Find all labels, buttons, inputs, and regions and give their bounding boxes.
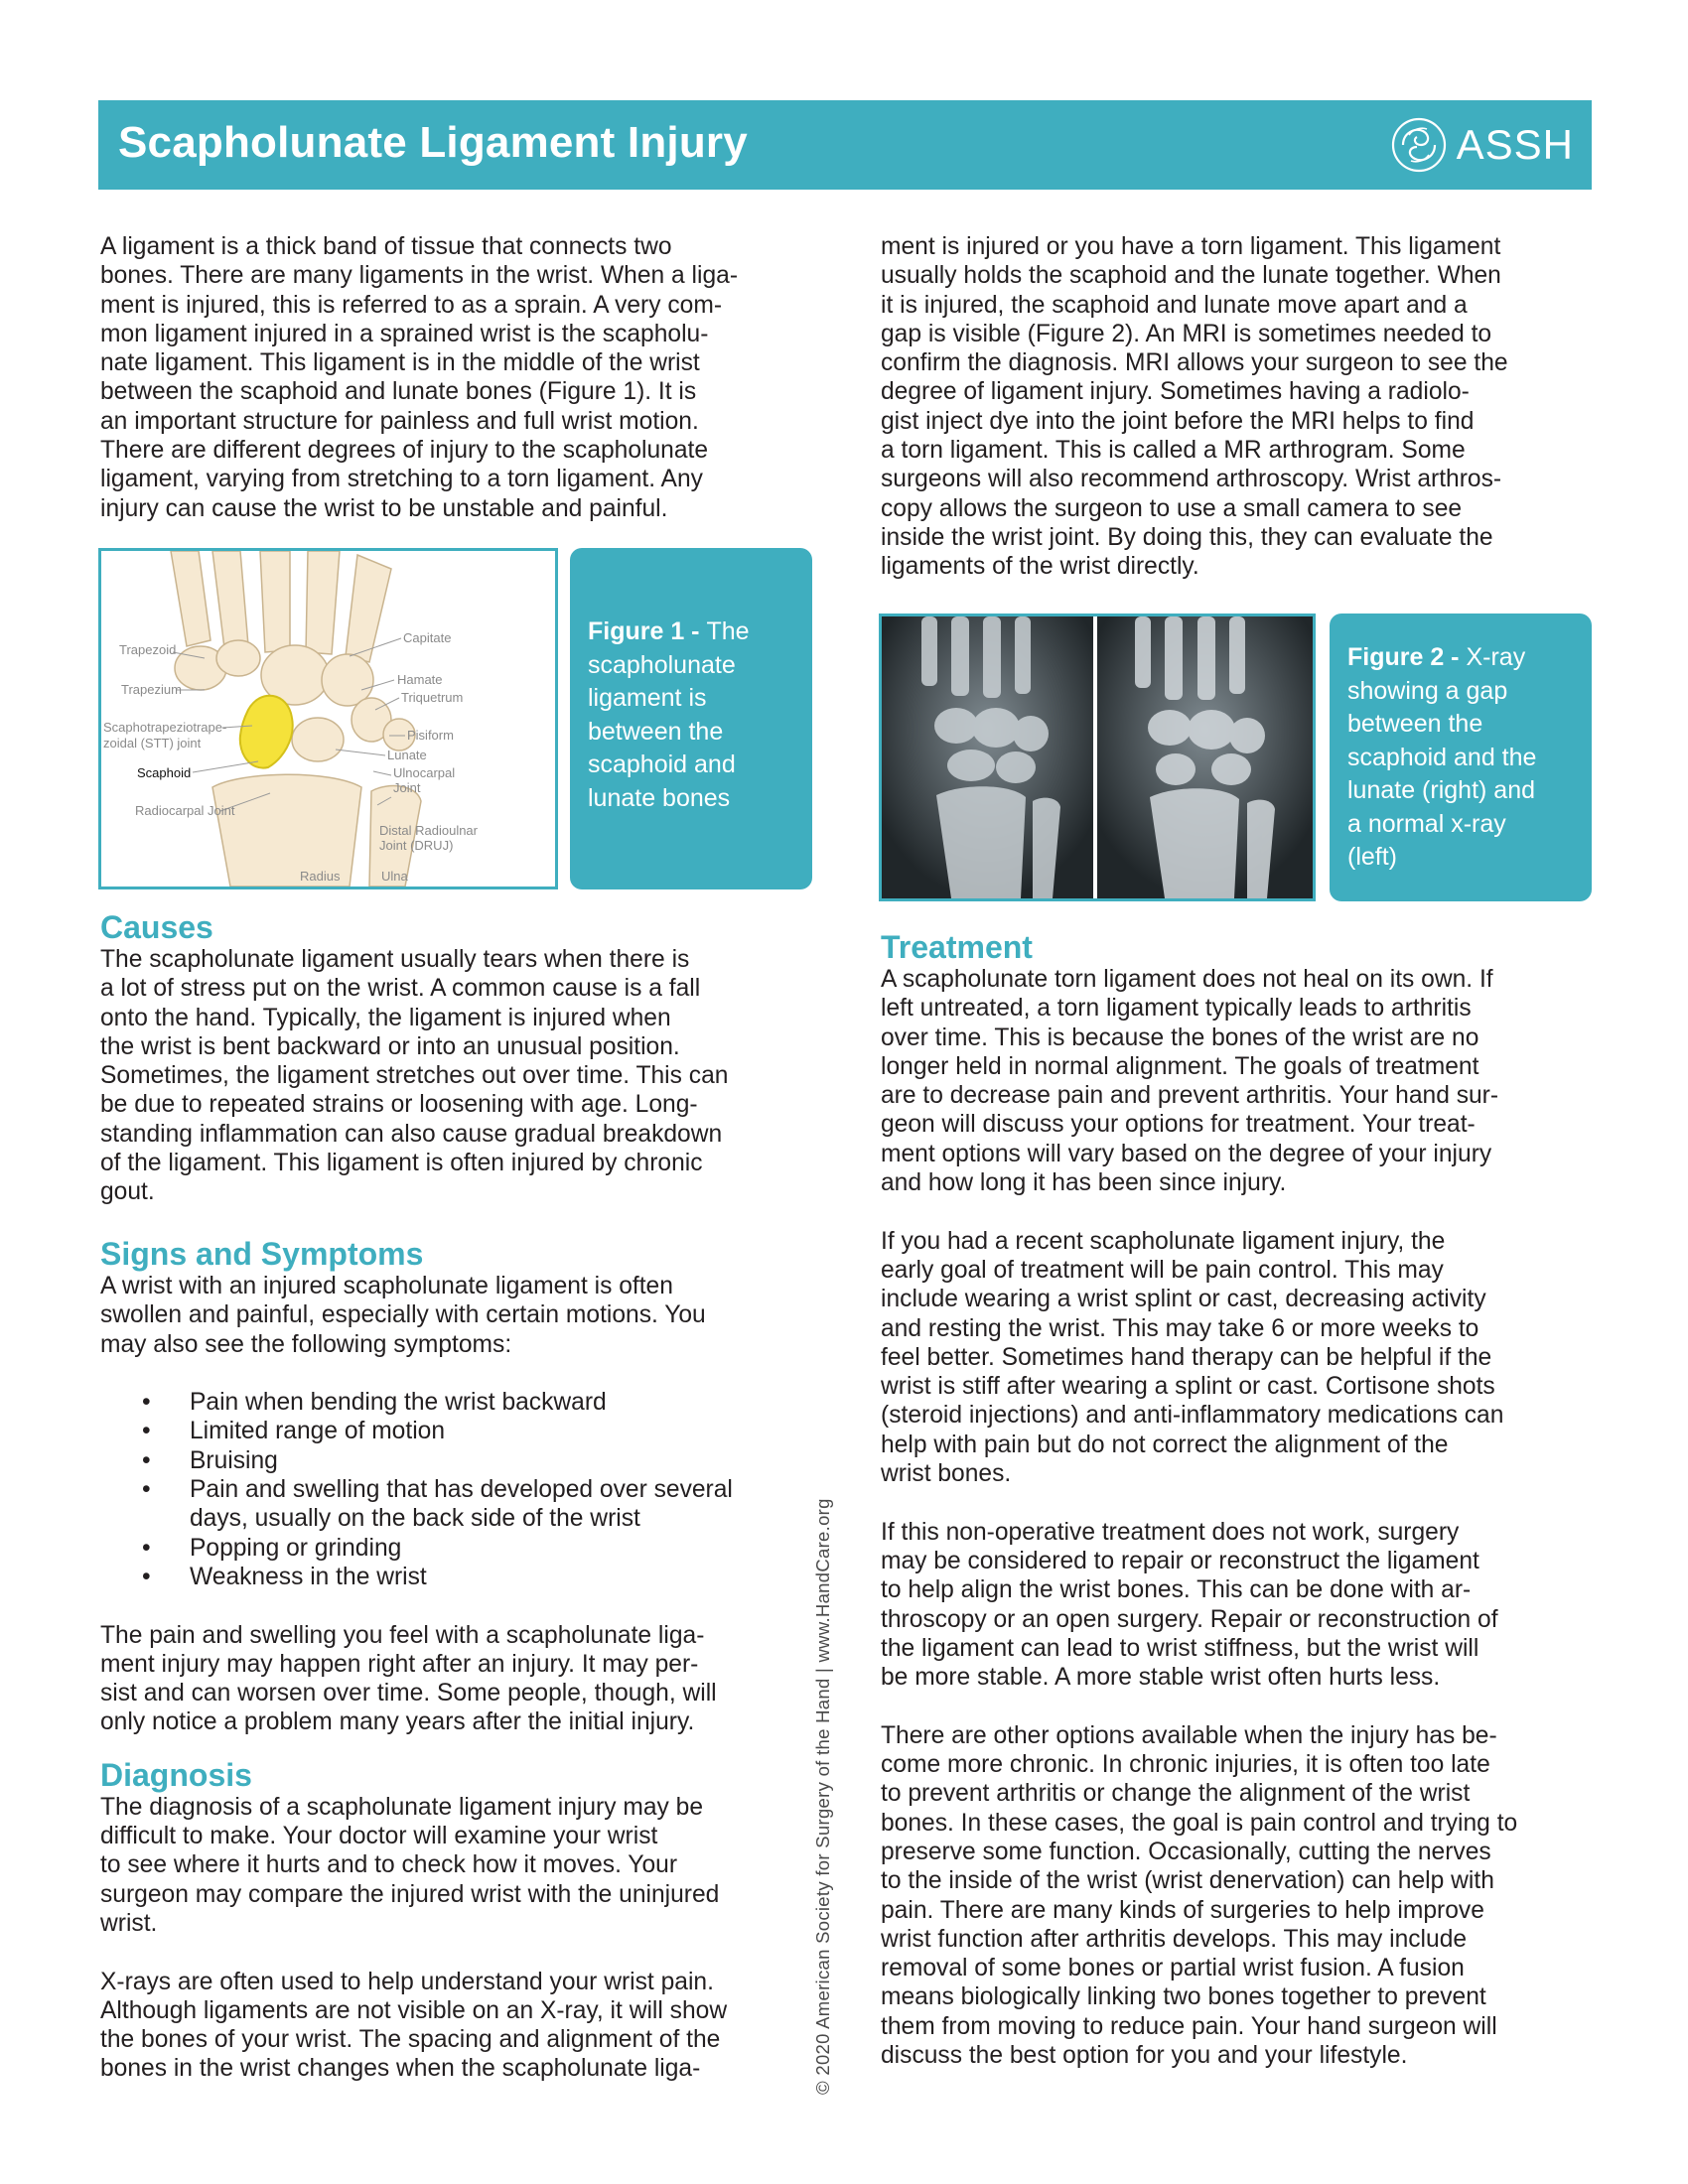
label-druj-1: Distal Radioulnar <box>379 823 478 838</box>
bullet-icon: • <box>142 1446 151 1474</box>
text-line: the ligament can lead to wrist stiffness, but the wrist will <box>881 1634 1479 1662</box>
label-stt-1: Scaphotrapeziotrape- <box>103 720 227 735</box>
text-line: wrist function after arthritis develops. This may include <box>881 1925 1468 1953</box>
text-line: only notice a problem many years after the initial injury. <box>100 1708 695 1736</box>
text-line: pain. There are many kinds of surgeries to help improve <box>881 1896 1484 1924</box>
text-line: and resting the wrist. This may take 6 or more weeks to <box>881 1314 1479 1342</box>
text-line: nate ligament. This ligament is in the middle of the wrist <box>100 349 700 377</box>
text-line: wrist is stiff after wearing a splint or cast. Cortisone shots <box>881 1373 1495 1401</box>
text-line: injury can cause the wrist to be unstable and painful. <box>100 494 668 522</box>
text-line: geon will discuss your options for treatment. Your treat- <box>881 1111 1476 1139</box>
label-ulnocarpal-1: Ulnocarpal <box>393 765 456 780</box>
label-hamate: Hamate <box>397 672 443 687</box>
text-line: onto the hand. Typically, the ligament is injured when <box>100 1004 671 1031</box>
text-line: There are other options available when the injury has be- <box>881 1721 1497 1749</box>
figure2-xray <box>879 614 1316 901</box>
text-line: are to decrease pain and prevent arthritis. Your hand sur- <box>881 1082 1499 1110</box>
wrist-anatomy-illustration <box>101 551 555 887</box>
caption-line: The <box>706 617 750 645</box>
list-item: • Pain and swelling that has developed over several days, usually on the back side of the wrist <box>142 1476 733 1533</box>
text-line: the wrist is bent backward or into an unusual position. <box>100 1032 680 1060</box>
text-line: come more chronic. In chronic injuries, it is often too late <box>881 1751 1490 1779</box>
caption-line: showing a gap <box>1347 676 1508 705</box>
text-line: between the scaphoid and lunate bones (Figure 1). It is <box>100 378 697 406</box>
list-item: • Popping or grinding <box>142 1534 402 1562</box>
text-line: gap is visible (Figure 2). An MRI is sometimes needed to <box>881 320 1492 347</box>
text-line: If this non-operative treatment does not work, surgery <box>881 1518 1460 1546</box>
label-trapezoid: Trapezoid <box>119 642 177 657</box>
label-stt-2: zoidal (STT) joint <box>103 736 202 751</box>
text-line: an important structure for painless and full wrist motion. <box>100 407 699 435</box>
text-line: ment injury may happen right after an injury. It may per- <box>100 1650 699 1678</box>
label-trapezium: Trapezium <box>121 682 182 697</box>
text-line: may be considered to repair or reconstruct the ligament <box>881 1547 1479 1574</box>
text-line: A scapholunate torn ligament does not heal on its own. If <box>881 966 1493 993</box>
caption-line: a normal x-ray <box>1347 809 1506 838</box>
text-line: ment is injured or you have a torn ligament. This ligament <box>881 233 1501 260</box>
text-line: removal of some bones or partial wrist fusion. A fusion <box>881 1955 1465 1982</box>
text-line: to see where it hurts and to check how it moves. Your <box>100 1851 678 1879</box>
caption-line: scaphoid and the <box>1347 743 1537 771</box>
text-line: gist inject dye into the joint before the MRI helps to find <box>881 407 1475 435</box>
text-line: it is injured, the scaphoid and lunate move apart and a <box>881 291 1468 319</box>
caption-label: Figure 1 - <box>588 617 707 645</box>
text-line: copy allows the surgeon to use a small camera to see <box>881 494 1463 522</box>
text-line: The diagnosis of a scapholunate ligament injury may be <box>100 1793 704 1821</box>
text-line: a torn ligament. This is called a MR arthrogram. Some <box>881 437 1466 465</box>
bullet-icon: • <box>142 1476 151 1504</box>
text-line: surgeons will also recommend arthroscopy. Wrist arthros- <box>881 466 1502 493</box>
logo-text: ASSH <box>1456 121 1574 168</box>
caption-line: between the <box>1347 710 1483 738</box>
assh-logo <box>1389 114 1574 176</box>
figure1-caption <box>570 548 812 889</box>
bullet-icon: • <box>142 1418 151 1445</box>
text-line: There are different degrees of injury to the scapholunate <box>100 437 709 465</box>
text-line: bones. In these cases, the goal is pain control and trying to <box>881 1809 1518 1837</box>
text-line: If you had a recent scapholunate ligament injury, the <box>881 1227 1446 1255</box>
symptom-list <box>100 1388 820 1591</box>
xray-image <box>882 616 1313 898</box>
list-item: • Limited range of motion <box>142 1418 446 1445</box>
text-line: standing inflammation can also cause gradual breakdown <box>100 1120 723 1148</box>
text-line: confirm the diagnosis. MRI allows your surgeon to see the <box>881 349 1508 377</box>
caption-line: scapholunate <box>588 650 736 679</box>
label-radiocarpal: Radiocarpal Joint <box>135 803 235 818</box>
caption-line: X-ray <box>1466 643 1526 671</box>
figure1-illustration <box>98 548 558 889</box>
label-lunate: Lunate <box>387 748 427 762</box>
text-line: include wearing a wrist splint or cast, decreasing activity <box>881 1286 1486 1313</box>
caption-line: scaphoid and <box>588 751 736 778</box>
text-line: The pain and swelling you feel with a scapholunate liga- <box>100 1621 705 1649</box>
text-line: ment options will vary based on the degree of your injury <box>881 1140 1492 1167</box>
text-line: (steroid injections) and anti-inflammatory medications can <box>881 1402 1504 1430</box>
diagnosis-continued <box>881 232 1601 582</box>
label-ulnocarpal-2: Joint <box>393 780 421 795</box>
causes-heading: Causes <box>100 909 213 945</box>
text-line: swollen and painful, especially with certain motions. You <box>100 1301 706 1329</box>
page-header <box>98 100 1592 190</box>
label-radius: Radius <box>300 869 341 884</box>
text-line: be more stable. A more stable wrist often hurts less. <box>881 1664 1441 1692</box>
text-line: discuss the best option for you and your lifestyle. <box>881 2041 1408 2069</box>
list-item: • Bruising <box>142 1446 278 1474</box>
caption-line: ligament is <box>588 684 707 712</box>
text-line: A wrist with an injured scapholunate ligament is often <box>100 1272 673 1299</box>
text-line: bones. There are many ligaments in the wrist. When a liga- <box>100 262 739 290</box>
text-line: throscopy or an open surgery. Repair or reconstruction of <box>881 1605 1498 1633</box>
list-item: • Pain when bending the wrist backward <box>142 1389 607 1417</box>
text-line: bones in the wrist changes when the scapholunate liga- <box>100 2055 701 2083</box>
label-pisiform: Pisiform <box>407 728 454 743</box>
text-line: A ligament is a thick band of tissue that connects two <box>100 233 672 260</box>
bullet-icon: • <box>142 1563 151 1590</box>
text-line: longer held in normal alignment. The goals of treatment <box>881 1052 1479 1080</box>
text-line: wrist bones. <box>881 1460 1012 1488</box>
label-capitate: Capitate <box>403 630 452 645</box>
text-line: the bones of your wrist. The spacing and alignment of the <box>100 2026 721 2054</box>
figure2-caption <box>1330 614 1592 901</box>
text-line: early goal of treatment will be pain control. This may <box>881 1256 1444 1284</box>
hand-swirl-icon <box>1389 115 1449 175</box>
text-line: them from moving to reduce pain. Your hand surgeon will <box>881 2012 1497 2040</box>
copyright-vertical: © 2020 American Society for Surgery of the Hand | www.HandCare.org <box>812 1498 833 2095</box>
text-line: preserve some function. Occasionally, cutting the nerves <box>881 1838 1491 1865</box>
text-line: ligament, varying from stretching to a torn ligament. Any <box>100 466 703 493</box>
left-lower-column <box>100 909 820 2084</box>
list-item: • Weakness in the wrist <box>142 1563 427 1590</box>
text-line: degree of ligament injury. Sometimes having a radiolo- <box>881 378 1470 406</box>
text-line: sist and can worsen over time. Some people, though, will <box>100 1680 717 1707</box>
caption-line: between the <box>588 717 724 746</box>
text-line: Although ligaments are not visible on an X-ray, it will show <box>100 1996 728 2024</box>
label-triquetrum: Triquetrum <box>401 690 464 705</box>
text-line: to the inside of the wrist (wrist denervation) can help with <box>881 1867 1494 1895</box>
text-line: to prevent arthritis or change the alignment of the wrist <box>881 1780 1471 1808</box>
text-line: feel better. Sometimes hand therapy can be helpful if the <box>881 1343 1492 1371</box>
bullet-icon: • <box>142 1534 151 1562</box>
text-line: X-rays are often used to help understand your wrist pain. <box>100 1968 714 1995</box>
caption-label: Figure 2 - <box>1347 643 1467 671</box>
text-line: and how long it has been since injury. <box>881 1169 1287 1197</box>
text-line: mon ligament injured in a sprained wrist is the scapholu- <box>100 320 709 347</box>
text-line: wrist. <box>100 1909 158 1937</box>
treatment-section <box>881 929 1601 2070</box>
label-scaphoid: Scaphoid <box>137 765 192 780</box>
text-line: ment is injured, this is referred to as a sprain. A very com- <box>100 291 723 319</box>
text-line: over time. This is because the bones of the wrist are no <box>881 1024 1479 1051</box>
text-line: Sometimes, the ligament stretches out over time. This can <box>100 1062 729 1090</box>
text-line: be due to repeated strains or loosening with age. Long- <box>100 1091 698 1119</box>
text-line: inside the wrist joint. By doing this, they can evaluate the <box>881 523 1493 551</box>
text-line: gout. <box>100 1178 155 1206</box>
label-druj-2: Joint (DRUJ) <box>379 838 454 853</box>
text-line: a lot of stress put on the wrist. A common cause is a fall <box>100 975 701 1003</box>
diagnosis-heading: Diagnosis <box>100 1756 252 1793</box>
signs-heading: Signs and Symptoms <box>100 1235 424 1272</box>
text-line: to help align the wrist bones. This can be done with ar- <box>881 1576 1472 1604</box>
caption-line: (left) <box>1347 843 1397 871</box>
text-line: ligaments of the wrist directly. <box>881 553 1199 581</box>
text-line: may also see the following symptoms: <box>100 1330 512 1358</box>
text-line: difficult to make. Your doctor will examine your wrist <box>100 1823 658 1850</box>
text-line: usually holds the scaphoid and the lunate together. When <box>881 262 1501 290</box>
text-line: of the ligament. This ligament is often injured by chronic <box>100 1150 703 1177</box>
text-line: left untreated, a torn ligament typically leads to arthritis <box>881 995 1472 1023</box>
caption-line: lunate (right) and <box>1347 776 1536 804</box>
text-line: help with pain but do not correct the alignment of the <box>881 1431 1449 1458</box>
text-line: surgeon may compare the injured wrist with the uninjured <box>100 1880 720 1908</box>
treatment-heading: Treatment <box>881 929 1033 965</box>
page-title: Scapholunate Ligament Injury <box>118 118 748 167</box>
bullet-icon: • <box>142 1389 151 1417</box>
intro-text <box>100 232 820 523</box>
text-line: The scapholunate ligament usually tears when there is <box>100 946 690 973</box>
text-line: means biologically linking two bones together to prevent <box>881 1983 1486 2011</box>
label-ulna: Ulna <box>381 869 408 884</box>
caption-line: lunate bones <box>588 783 731 812</box>
